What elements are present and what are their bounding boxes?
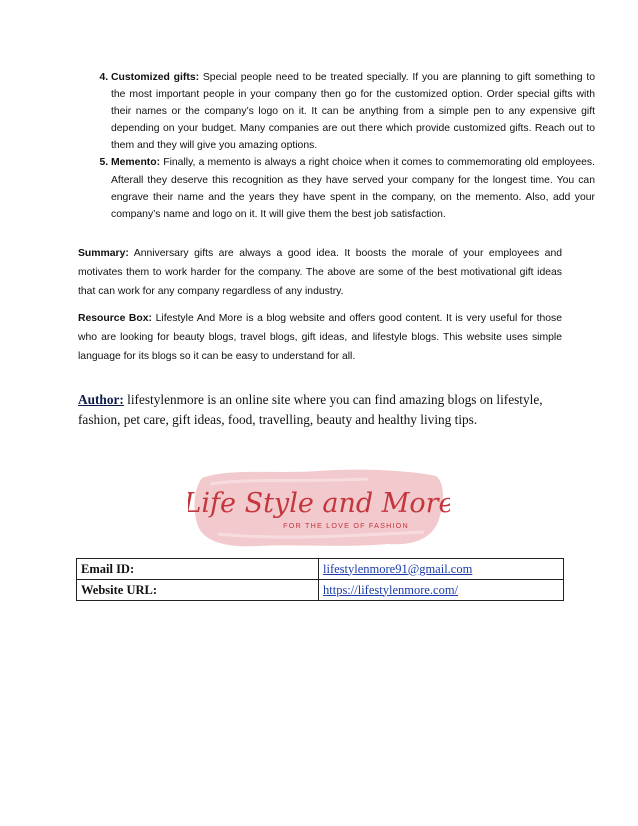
list-item-label: Memento: [111,157,161,169]
summary-paragraph [78,245,562,301]
author-label: Author: [78,392,124,407]
logo-tagline: FOR THE LOVE OF FASHION [283,521,409,530]
list-item-text: Special people need to be treated specially. If you are planning to gift something to the most important people in your company then go for the customized option. Order special gifts with their names or the company’s logo on it. It can be anything from a simple pen to any expensive gift depending on your budget. Many companies are out there which provide customized gifts. Reach out to them and they will give you amazing options. [111,72,595,152]
logo-graphic [188,462,450,552]
gift-ideas-list [78,69,595,223]
brand-logo [188,462,450,552]
resource-box-text: Lifestyle And More is a blog website and offers good content. It is very useful for those who are looking for beauty blogs, travel blogs, gift ideas, and lifestyle blogs. This website uses simple language for its blogs so it can be easy to understand for all. [78,313,562,362]
list-item-text: Finally, a memento is always a right choice when it comes to commemorating old employees. Afterall they deserve this recognition as they have served your company for the longest time. You can engrave their name and the years they have spent in the company, on the memento. Also, add your company’s name and logo on it. It will give them the best job satisfaction. [111,157,595,220]
logo-title: Life Style and More [188,488,450,519]
website-link[interactable]: https://lifestylenmore.com/ [323,582,459,597]
contact-table [76,558,564,601]
author-paragraph [78,390,568,430]
list-item-label: Customized gifts: [111,72,200,83]
resource-box-paragraph [78,310,562,366]
email-label: Email ID: [77,559,319,580]
email-value-cell [319,559,564,580]
list-item-customized-gifts [111,69,595,154]
website-value-cell [319,580,564,601]
resource-box-label: Resource Box: [78,313,153,324]
table-row [77,559,564,580]
summary-label: Summary: [78,248,129,259]
table-row [77,580,564,601]
website-label: Website URL: [77,580,319,601]
author-text: lifestylenmore is an online site where you can find amazing blogs on lifestyle, fashion, pet care, gift ideas, food, travelling, beauty and healthy living tips. [78,392,543,427]
summary-text: Anniversary gifts are always a good idea. It boosts the morale of your employees and motivates them to work harder for the company. The above are some of the best motivational gift ideas that can work for any company regardless of any industry. [78,248,562,297]
email-link[interactable]: lifestylenmore91@gmail.com [323,561,473,576]
list-item-memento [111,154,595,222]
